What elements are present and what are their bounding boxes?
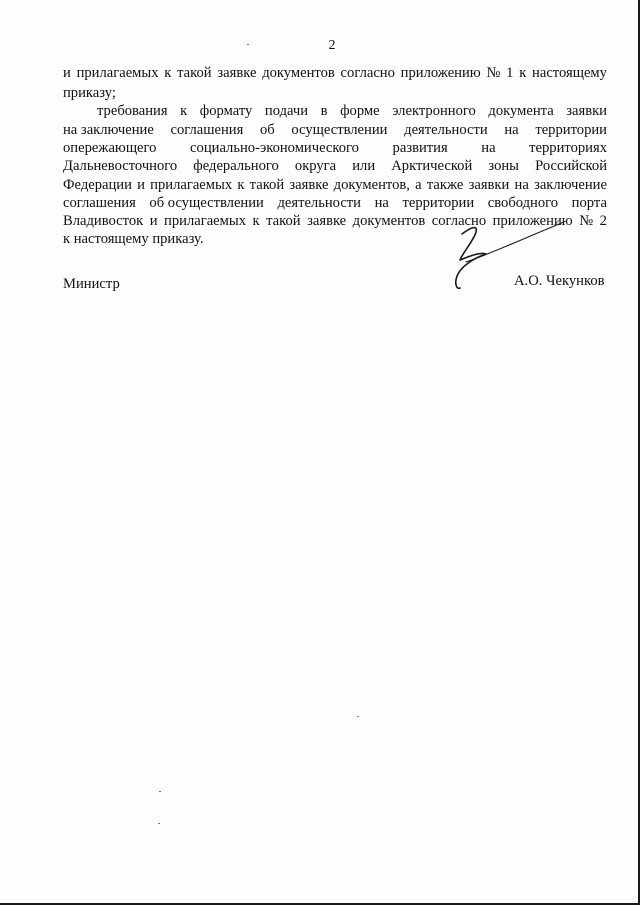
body-line-8: соглашения об осуществлении деятельности на территории свободного порта (63, 195, 607, 211)
body-line-4: на заключение соглашения об осуществлении деятельности на территории (63, 122, 607, 138)
body-line-10: к настоящему приказу. (63, 231, 204, 247)
body-line-3: требования к формату подачи в форме электронного документа заявки (97, 103, 607, 119)
scan-speck (158, 823, 160, 824)
body-line-9: Владивосток и прилагаемых к такой заявке документов согласно приложению № 2 (63, 213, 607, 229)
signatory-position: Министр (63, 276, 120, 292)
scan-speck (357, 716, 359, 717)
body-line-5: опережающего социально-экономического развития на территориях (63, 140, 607, 156)
body-line-6: Дальневосточного федерального округа или Арктической зоны Российской (63, 158, 607, 174)
scan-speck (247, 44, 249, 45)
body-line-1: и прилагаемых к такой заявке документов согласно приложению № 1 к настоящему (63, 65, 607, 81)
body-line-2: приказу; (63, 85, 116, 101)
scan-speck (159, 791, 161, 792)
signatory-name: А.О. Чекунков (514, 273, 605, 289)
page-number: 2 (328, 38, 336, 53)
body-line-7: Федерации и прилагаемых к такой заявке документов, а также заявки на заключение (63, 177, 607, 193)
